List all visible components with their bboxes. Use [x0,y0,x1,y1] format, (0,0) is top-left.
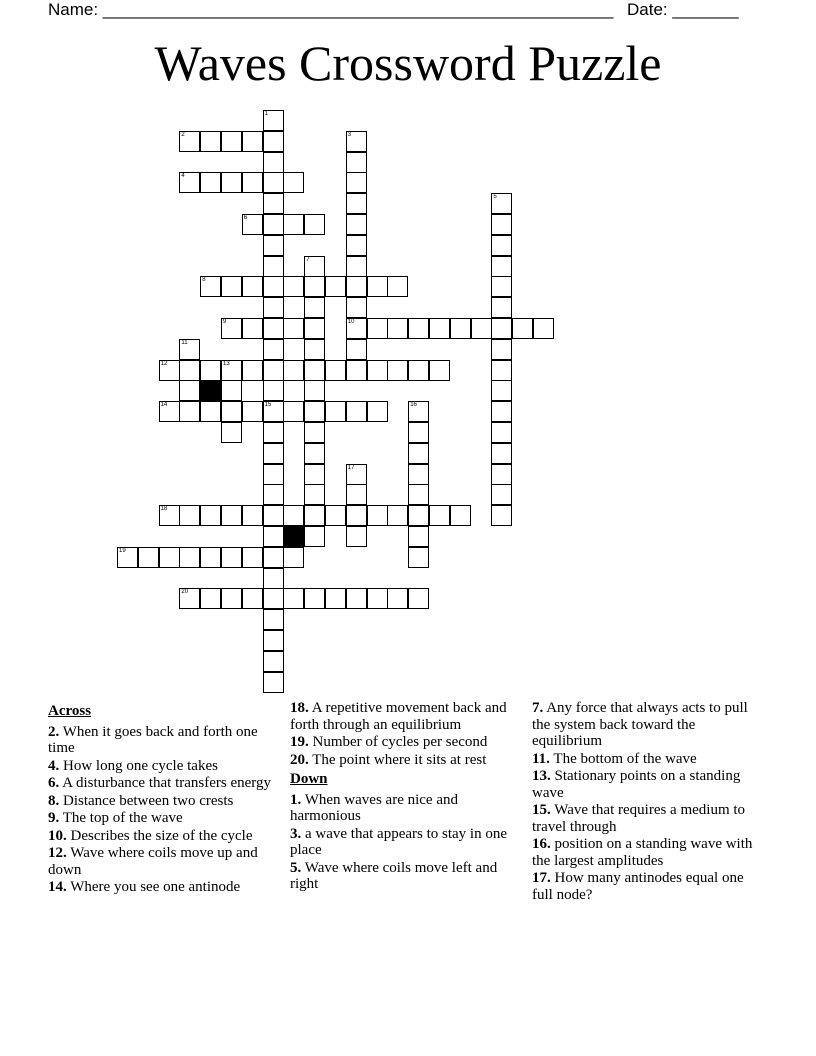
grid-cell[interactable] [179,380,200,401]
grid-cell[interactable] [283,214,304,235]
grid-cell[interactable] [346,526,367,547]
grid-cell[interactable] [367,505,388,526]
grid-cell[interactable] [263,505,284,526]
grid-cell[interactable] [221,547,242,568]
grid-cell[interactable] [263,609,284,630]
grid-cell[interactable] [263,401,284,422]
clue-across-19: 19. Number of cycles per second [290,734,488,750]
grid-cell[interactable] [179,172,200,193]
grid-cell[interactable] [491,422,512,443]
grid-cell[interactable] [242,401,263,422]
grid-cell[interactable] [283,588,304,609]
grid-cell[interactable] [200,276,221,297]
grid-cell[interactable] [325,505,346,526]
grid-cell[interactable] [408,464,429,485]
grid-cell[interactable] [346,172,367,193]
grid-cell[interactable] [263,443,284,464]
grid-cell[interactable] [325,588,346,609]
grid-cell[interactable] [263,630,284,651]
grid-black-cell [283,526,304,547]
clue-number: 14 [160,402,168,409]
grid-cell[interactable] [179,547,200,568]
grid-cell[interactable] [304,360,325,381]
grid-cell[interactable] [346,297,367,318]
grid-cell[interactable] [346,318,367,339]
grid-cell[interactable] [242,588,263,609]
clue-number: 5 [493,194,497,201]
grid-cell[interactable] [491,276,512,297]
grid-cell[interactable] [367,401,388,422]
grid-cell[interactable] [221,131,242,152]
clue-down-11: 11. The bottom of the wave [532,750,697,767]
grid-cell[interactable] [408,318,429,339]
grid-cell[interactable] [221,172,242,193]
grid-cell[interactable] [429,318,450,339]
grid-cell[interactable] [491,484,512,505]
grid-cell[interactable] [408,360,429,381]
grid-cell[interactable] [367,318,388,339]
grid-cell[interactable] [200,172,221,193]
grid-cell[interactable] [325,360,346,381]
clue-number: 13 [223,360,230,367]
clue-number: 9 [223,319,227,325]
grid-cell[interactable] [367,360,388,381]
grid-cell[interactable] [179,505,200,526]
grid-cell[interactable] [283,276,304,297]
grid-cell[interactable] [304,505,325,526]
grid-cell[interactable] [304,464,325,485]
clue-across-20: 20. The point where it sits at rest [290,751,487,768]
grid-cell[interactable] [408,547,429,568]
clue-number: 4 [181,173,185,180]
grid-cell[interactable] [242,318,263,339]
grid-cell[interactable] [387,505,408,526]
grid-cell[interactable] [263,484,284,505]
clue-down-15: 15. Wave that requires a medium to travel through [532,802,746,835]
grid-cell[interactable] [263,297,284,318]
grid-cell[interactable] [263,672,284,693]
clue-number: 2 [181,131,185,138]
grid-cell[interactable] [263,318,284,339]
grid-cell[interactable] [221,380,242,401]
grid-cell[interactable] [346,339,367,360]
grid-cell[interactable] [263,131,284,152]
grid-cell[interactable] [159,505,180,526]
grid-cell[interactable] [408,526,429,547]
grid-cell[interactable] [283,547,304,568]
clue-across-2: 2. When it goes back and forth one time [48,723,258,756]
grid-cell[interactable] [325,401,346,422]
clue-number: 12 [160,360,168,367]
grid-cell[interactable] [221,318,242,339]
grid-cell[interactable] [263,464,284,485]
grid-cell[interactable] [179,131,200,152]
clue-across-14: 14. Where you see one antinode [48,879,241,895]
grid-cell[interactable] [263,568,284,589]
grid-cell[interactable] [408,588,429,609]
grid-cell[interactable] [346,505,367,526]
grid-cell[interactable] [304,380,325,401]
grid-cell[interactable] [221,360,242,381]
grid-cell[interactable] [533,318,554,339]
grid-cell[interactable] [491,360,512,381]
grid-cell[interactable] [263,422,284,443]
grid-cell[interactable] [304,401,325,422]
grid-cell[interactable] [200,505,221,526]
clue-number: 10 [347,319,355,325]
grid-cell[interactable] [221,422,242,443]
grid-cell[interactable] [242,360,263,381]
clue-number: 11 [181,339,188,346]
grid-cell[interactable] [429,505,450,526]
clues-column-3 [532,700,764,904]
grid-cell[interactable] [491,235,512,256]
grid-cell[interactable] [242,172,263,193]
grid-cell[interactable] [491,505,512,526]
page-title: Waves Crossword Puzzle [154,35,662,91]
grid-cell[interactable] [242,276,263,297]
grid-cell[interactable] [408,505,429,526]
clue-number: 8 [202,277,206,284]
clue-down-3: 3. a wave that appears to stay in one place [290,825,508,858]
grid-cell[interactable] [408,484,429,505]
grid-cell[interactable] [200,547,221,568]
grid-cell[interactable] [117,547,138,568]
clue-number: 17 [347,464,355,471]
grid-cell[interactable] [283,505,304,526]
down-heading: Down [290,771,328,787]
grid-cell[interactable] [179,588,200,609]
grid-cell[interactable] [200,131,221,152]
grid-cell[interactable] [429,360,450,381]
grid-cell[interactable] [283,318,304,339]
grid-cell[interactable] [221,588,242,609]
worksheet-header [48,0,768,22]
grid-cell[interactable] [346,235,367,256]
grid-cell[interactable] [491,297,512,318]
grid-cell[interactable] [179,339,200,360]
grid-cell[interactable] [387,360,408,381]
clue-number: 19 [119,547,126,554]
grid-cell[interactable] [387,318,408,339]
grid-cell[interactable] [263,110,284,131]
grid-cell[interactable] [263,339,284,360]
grid-cell[interactable] [242,131,263,152]
grid-cell[interactable] [263,588,284,609]
grid-cell[interactable] [221,401,242,422]
grid-cell[interactable] [346,131,367,152]
grid-cell[interactable] [283,360,304,381]
grid-cell[interactable] [346,276,367,297]
grid-cell[interactable] [138,547,159,568]
grid-cell[interactable] [263,172,284,193]
clue-across-4: 4. How long one cycle takes [48,757,218,774]
grid-cell[interactable] [346,401,367,422]
grid-cell[interactable] [159,401,180,422]
grid-cell[interactable] [263,380,284,401]
date-field[interactable]: Date: _______ [627,0,739,19]
grid-cell[interactable] [263,193,284,214]
grid-cell[interactable] [491,214,512,235]
grid-cell[interactable] [491,443,512,464]
grid-cell[interactable] [242,547,263,568]
grid-cell[interactable] [304,443,325,464]
grid-cell[interactable] [304,297,325,318]
grid-cell[interactable] [346,588,367,609]
grid-cell[interactable] [221,276,242,297]
grid-cell[interactable] [367,588,388,609]
grid-cell[interactable] [263,152,284,173]
name-field[interactable]: Name: ______________________________________________________ [48,0,614,19]
grid-cell[interactable] [346,214,367,235]
grid-cell[interactable] [491,401,512,422]
grid-cell[interactable] [283,172,304,193]
grid-black-cell [200,380,221,401]
grid-cell[interactable] [512,318,533,339]
clue-number: 7 [306,256,310,263]
clue-across-6: 6. A disturbance that transfers energy [48,775,272,791]
clue-down-16: 16. position on a standing wave with the largest amplitudes [532,836,753,869]
grid-cell[interactable] [491,464,512,485]
across-heading: Across [48,703,92,719]
clue-down-17: 17. How many antinodes equal one full node? [532,870,744,903]
clue-down-1: 1. When waves are nice and harmonious [290,791,458,824]
grid-cell[interactable] [263,214,284,235]
grid-cell[interactable] [408,422,429,443]
grid-cell[interactable] [242,505,263,526]
grid-cell[interactable] [346,256,367,277]
grid-cell[interactable] [304,276,325,297]
grid-cell[interactable] [491,256,512,277]
grid-cell[interactable] [304,526,325,547]
grid-cell[interactable] [387,276,408,297]
grid-cell[interactable] [179,360,200,381]
grid-cell[interactable] [450,318,471,339]
clue-down-5: 5. Wave where coils move left and right [290,859,498,892]
grid-cell[interactable] [304,484,325,505]
grid-cell[interactable] [408,443,429,464]
grid-cell[interactable] [304,214,325,235]
clue-across-8: 8. Distance between two crests [48,792,234,809]
grid-cell[interactable] [387,588,408,609]
grid-cell[interactable] [346,152,367,173]
clue-number: 16 [410,402,417,409]
clues-column-1 [48,700,274,897]
clue-down-7: 7. Any force that always acts to pull the system back toward the equilibrium [532,700,748,749]
grid-cell[interactable] [242,214,263,235]
grid-cell[interactable] [491,193,512,214]
grid-cell[interactable] [491,339,512,360]
grid-cell[interactable] [450,505,471,526]
grid-cell[interactable] [263,235,284,256]
clues-column-2 [290,700,518,894]
grid-cell[interactable] [263,276,284,297]
grid-cell[interactable] [159,547,180,568]
grid-cell[interactable] [263,526,284,547]
grid-cell[interactable] [263,360,284,381]
grid-cell[interactable] [304,256,325,277]
clue-across-18: 18. A repetitive movement back and forth through an equilibrium [290,700,507,733]
grid-cell[interactable] [200,588,221,609]
grid-cell[interactable] [179,401,200,422]
clue-number: 3 [347,131,352,138]
grid-cell[interactable] [408,401,429,422]
grid-cell[interactable] [304,422,325,443]
grid-cell[interactable] [325,276,346,297]
grid-cell[interactable] [346,484,367,505]
grid-cell[interactable] [346,193,367,214]
clue-number: 15 [264,402,272,409]
clue-down-13: 13. Stationary points on a standing wave [532,768,741,801]
clue-across-12: 12. Wave where coils move up and down [48,845,258,878]
grid-cell[interactable] [159,360,180,381]
clue-across-9: 9. The top of the wave [48,810,183,826]
grid-cell[interactable] [263,547,284,568]
clue-number: 1 [264,111,268,117]
grid-cell[interactable] [304,318,325,339]
grid-cell[interactable] [471,318,492,339]
grid-cell[interactable] [221,505,242,526]
grid-cell[interactable] [200,360,221,381]
grid-cell[interactable] [346,360,367,381]
grid-cell[interactable] [283,401,304,422]
clue-across-10: 10. Describes the size of the cycle [48,827,253,844]
grid-cell[interactable] [304,339,325,360]
grid-cell[interactable] [491,380,512,401]
grid-cell[interactable] [263,651,284,672]
clue-number: 6 [243,215,248,221]
clue-number: 20 [181,589,189,596]
clue-number: 18 [160,506,168,513]
grid-cell[interactable] [367,276,388,297]
grid-cell[interactable] [304,588,325,609]
grid-cell[interactable] [491,318,512,339]
grid-cell[interactable] [346,464,367,485]
grid-cell[interactable] [263,256,284,277]
grid-cell[interactable] [200,401,221,422]
